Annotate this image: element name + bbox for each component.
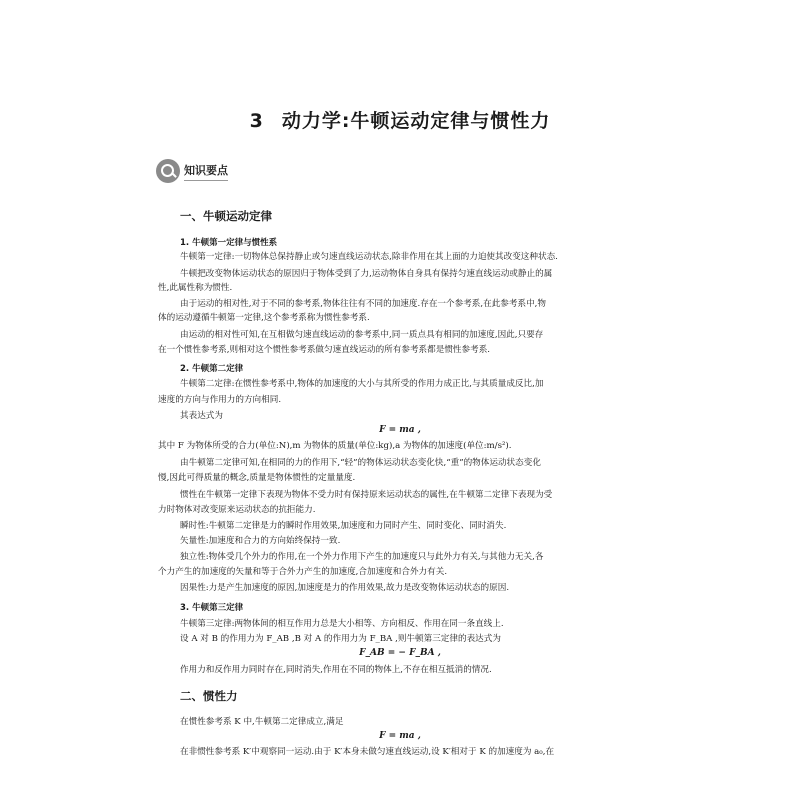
text-line: 性,此属性称为惯性. bbox=[158, 283, 233, 293]
part2-heading: 二、惯性力 bbox=[180, 689, 238, 703]
knowledge-points-label: 知识要点 bbox=[184, 162, 228, 181]
text-line: 牛顿第二定律:在惯性参考系中,物体的加速度的大小与其所受的作用力成正比,与其质量成反比,加 bbox=[180, 379, 544, 389]
part1-heading: 一、牛顿运动定律 bbox=[180, 209, 272, 223]
text-line: 因果性:力是产生加速度的原因,加速度是力的作用效果,故力是改变物体运动状态的原因. bbox=[180, 583, 510, 593]
text-line: 惯性在牛顿第一定律下表现为物体不受力时有保持原来运动状态的属性,在牛顿第二定律下表现为受 bbox=[180, 490, 553, 500]
knowledge-points-badge bbox=[156, 160, 228, 182]
text-line: 由于运动的相对性,对于不同的参考系,物体往往有不同的加速度.存在一个参考系,在此参考系中,物 bbox=[180, 299, 547, 309]
formula-inertial-frame: F = ma , bbox=[379, 731, 421, 741]
text-line: 独立性:物体受几个外力的作用,在一个外力作用下产生的加速度只与此外力有关,与其他力无关,各 bbox=[180, 552, 544, 562]
text-line: 在惯性参考系 K 中,牛顿第二定律成立,满足 bbox=[180, 717, 344, 727]
text-line: 由运动的相对性可知,在互相做匀速直线运动的参考系中,同一质点具有相同的加速度,因此,只要存 bbox=[180, 330, 544, 340]
magnifier-icon bbox=[156, 159, 180, 183]
chapter-title-text: 动力学:牛顿运动定律与惯性力 bbox=[281, 110, 551, 132]
text-line: 速度的方向与作用力的方向相同. bbox=[158, 395, 282, 405]
text-line: 作用力和反作用力同时存在,同时消失,作用在不同的物体上,不存在相互抵消的情况. bbox=[180, 665, 492, 675]
sub3-heading: 3. 牛顿第三定律 bbox=[180, 603, 244, 613]
text-line: 其表达式为 bbox=[180, 411, 223, 421]
text-line: 牛顿第一定律:一切物体总保持静止或匀速直线运动状态,除非作用在其上面的力迫使其改变这种状态. bbox=[180, 252, 558, 262]
text-line: 设 A 对 B 的作用力为 F_AB ,B 对 A 的作用力为 F_BA ,则牛顿第三定律的表达式为 bbox=[180, 634, 501, 644]
sub1-heading: 1. 牛顿第一定律与惯性系 bbox=[180, 238, 278, 248]
sub2-heading: 2. 牛顿第二定律 bbox=[180, 364, 244, 374]
text-line: 瞬时性:牛顿第二定律是力的瞬时作用效果,加速度和力同时产生、同时变化、同时消失. bbox=[180, 521, 507, 531]
formula-newton-third: F_AB = − F_BA , bbox=[359, 648, 441, 658]
text-line: 由牛顿第二定律可知,在相同的力的作用下,“轻”的物体运动状态变化快,“重”的物体运动状态变化 bbox=[180, 458, 541, 468]
text-line: 牛顿把改变物体运动状态的原因归于物体受到了力,运动物体自身具有保持匀速直线运动或静止的属 bbox=[180, 269, 553, 279]
text-line: 其中 F 为物体所受的合力(单位:N),m 为物体的质量(单位:kg),a 为物体的加速度(单位:m/s²). bbox=[158, 441, 512, 451]
text-line: 慢,因此可得质量的概念,质量是物体惯性的定量量度. bbox=[158, 473, 356, 483]
text-line: 个力产生的加速度的矢量和等于合外力产生的加速度,合加速度和合外力有关. bbox=[158, 567, 448, 577]
chapter-number: 3 bbox=[249, 110, 264, 132]
text-line: 牛顿第三定律:两物体间的相互作用力总是大小相等、方向相反、作用在同一条直线上. bbox=[180, 619, 504, 629]
formula-newton-second: F = ma , bbox=[379, 425, 421, 435]
text-line: 在非惯性参考系 K′中观察同一运动.由于 K′本身未做匀速直线运动,设 K′相对于 K 的加速度为 a₀,在 bbox=[180, 747, 555, 757]
text-line: 矢量性:加速度和合力的方向始终保持一致. bbox=[180, 536, 341, 546]
text-line: 在一个惯性参考系,则相对这个惯性参考系做匀速直线运动的所有参考系都是惯性参考系. bbox=[158, 345, 491, 355]
text-line: 力时物体对改变原来运动状态的抗拒能力. bbox=[158, 505, 316, 515]
text-line: 体的运动遵循牛顿第一定律,这个参考系称为惯性参考系. bbox=[158, 313, 370, 323]
chapter-title bbox=[0, 106, 800, 133]
